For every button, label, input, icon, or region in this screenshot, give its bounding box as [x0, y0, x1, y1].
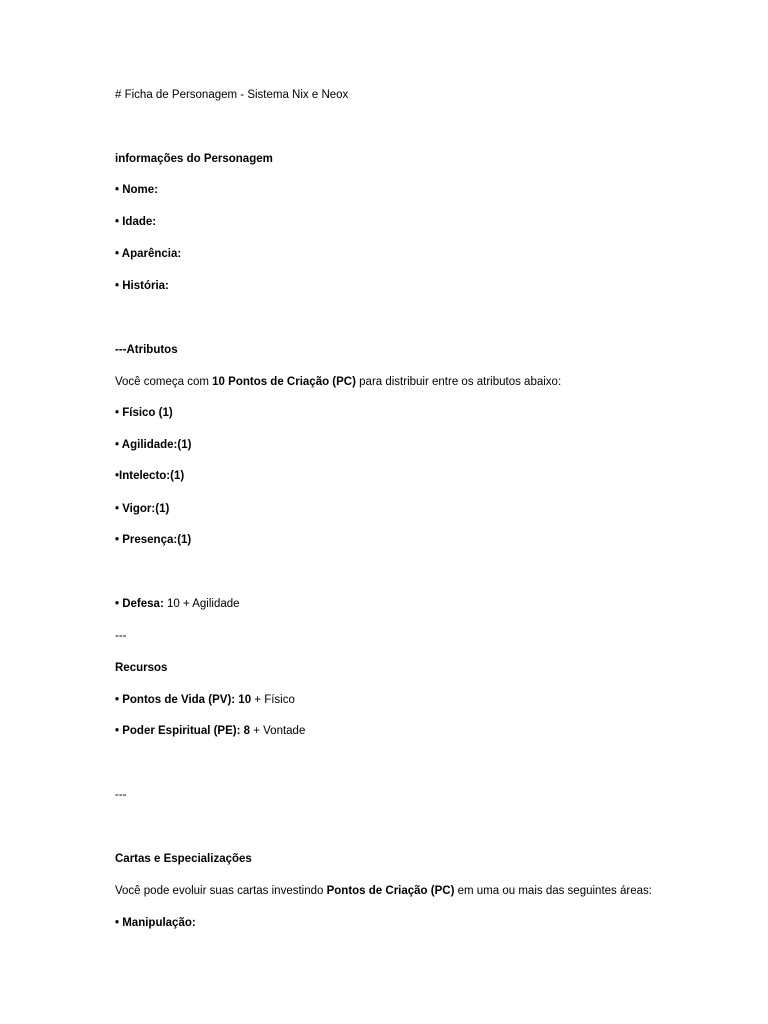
recurso-pe: [115, 724, 305, 738]
recurso-pv-label: • Pontos de Vida (PV): 10: [115, 694, 252, 706]
field-aparencia: • Aparência:: [115, 248, 182, 260]
atributos-heading: ---Atributos: [115, 344, 178, 356]
atributo-presenca: • Presença:(1): [115, 534, 192, 546]
atributo-vigor: • Vigor:(1): [115, 503, 170, 515]
info-heading: informações do Personagem: [115, 153, 273, 165]
defesa-value: 10 + Agilidade: [163, 598, 240, 610]
atributos-intro-post: para distribuir entre os atributos abaixo:: [355, 376, 562, 388]
cartas-intro: [115, 884, 652, 898]
document-title: # Ficha de Personagem - Sistema Nix e Neox: [115, 89, 349, 101]
cartas-intro-bold: Pontos de Criação (PC): [326, 885, 455, 897]
field-historia: • História:: [115, 280, 169, 292]
recurso-pv-value: + Físico: [251, 694, 295, 706]
separator-2: ---: [115, 789, 127, 801]
field-nome: • Nome:: [115, 184, 159, 196]
atributo-fisico: • Físico (1): [115, 407, 173, 419]
cartas-intro-pre: Você pode evoluir suas cartas investindo: [115, 885, 327, 897]
atributo-agilidade: • Agilidade:(1): [115, 439, 192, 451]
field-manipulacao: • Manipulação:: [115, 917, 196, 929]
atributo-intelecto: •Intelecto:(1): [115, 470, 185, 482]
atributos-intro-pre: Você começa com: [115, 376, 213, 388]
cartas-intro-post: em uma ou mais das seguintes áreas:: [454, 885, 652, 897]
atributos-intro-bold: 10 Pontos de Criação (PC): [212, 376, 356, 388]
recurso-pv: [115, 693, 295, 707]
recursos-heading: Recursos: [115, 662, 168, 674]
recurso-pe-value: + Vontade: [250, 725, 306, 737]
defesa-label: • Defesa:: [115, 598, 164, 610]
field-idade: • Idade:: [115, 216, 157, 228]
recurso-pe-label: • Poder Espiritual (PE): 8: [115, 725, 251, 737]
defesa-line: [115, 597, 240, 611]
cartas-heading: Cartas e Especializações: [115, 853, 252, 865]
atributos-intro: [115, 375, 561, 389]
separator-1: ---: [115, 630, 127, 642]
